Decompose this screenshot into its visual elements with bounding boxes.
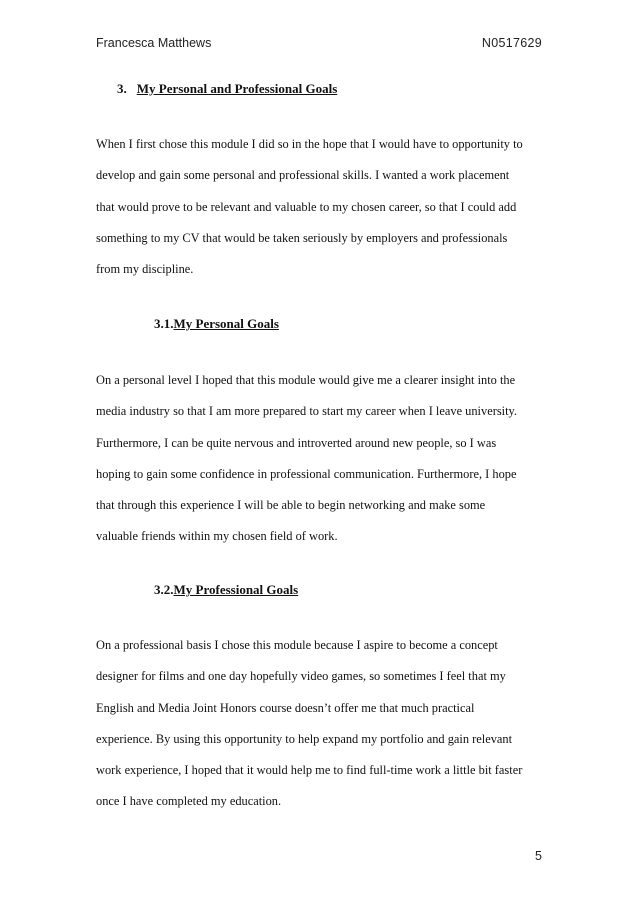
text-line: develop and gain some personal and professional skills. I wanted a work placement — [96, 168, 510, 183]
section-number: 3. — [117, 81, 127, 96]
text-line: work experience, I hoped that it would help me to find full-time work a little bit faster — [96, 763, 523, 778]
subsection-heading-personal — [154, 316, 279, 332]
text-line: valuable friends within my chosen field of work. — [96, 529, 338, 544]
author-name: Francesca Matthews — [96, 36, 212, 50]
text-line: On a professional basis I chose this module because I aspire to become a concept — [96, 638, 498, 652]
text-line: something to my CV that would be taken seriously by employers and professionals — [96, 230, 508, 245]
paragraph-professional — [96, 630, 542, 818]
paragraph-intro — [96, 129, 542, 285]
subsection-title: My Professional Goals — [173, 582, 299, 597]
section-heading-goals — [117, 81, 337, 97]
student-id: N0517629 — [481, 36, 542, 50]
text-line: that would prove to be relevant and valuable to my chosen career, so that I could add — [96, 199, 517, 214]
text-line: hoping to gain some confidence in professional communication. Furthermore, I hope — [96, 466, 517, 481]
text-line: once I have completed my education. — [96, 794, 282, 809]
text-line: from my discipline. — [96, 262, 194, 277]
text-line: On a personal level I hoped that this module would give me a clearer insight into the — [96, 373, 516, 387]
text-line: experience. By using this opportunity to help expand my portfolio and gain relevant — [96, 731, 513, 746]
text-line: that through this experience I will be able to begin networking and make some — [96, 498, 486, 513]
section-title: My Personal and Professional Goals — [136, 81, 338, 96]
subsection-number: 3.1. — [154, 316, 174, 331]
page-number: 5 — [535, 849, 542, 863]
paragraph-personal — [96, 365, 542, 553]
subsection-title: My Personal Goals — [173, 316, 279, 331]
text-line: designer for films and one day hopefully video games, so sometimes I feel that my — [96, 669, 506, 684]
subsection-number: 3.2. — [154, 582, 174, 597]
text-line: media industry so that I am more prepared to start my career when I leave university. — [96, 404, 518, 419]
subsection-heading-professional — [154, 582, 298, 598]
text-line: English and Media Joint Honors course doesn’t offer me that much practical — [96, 700, 475, 715]
text-line: When I first chose this module I did so in the hope that I would have to opportunity to — [96, 137, 523, 151]
text-line: Furthermore, I can be quite nervous and introverted around new people, so I was — [96, 435, 497, 450]
